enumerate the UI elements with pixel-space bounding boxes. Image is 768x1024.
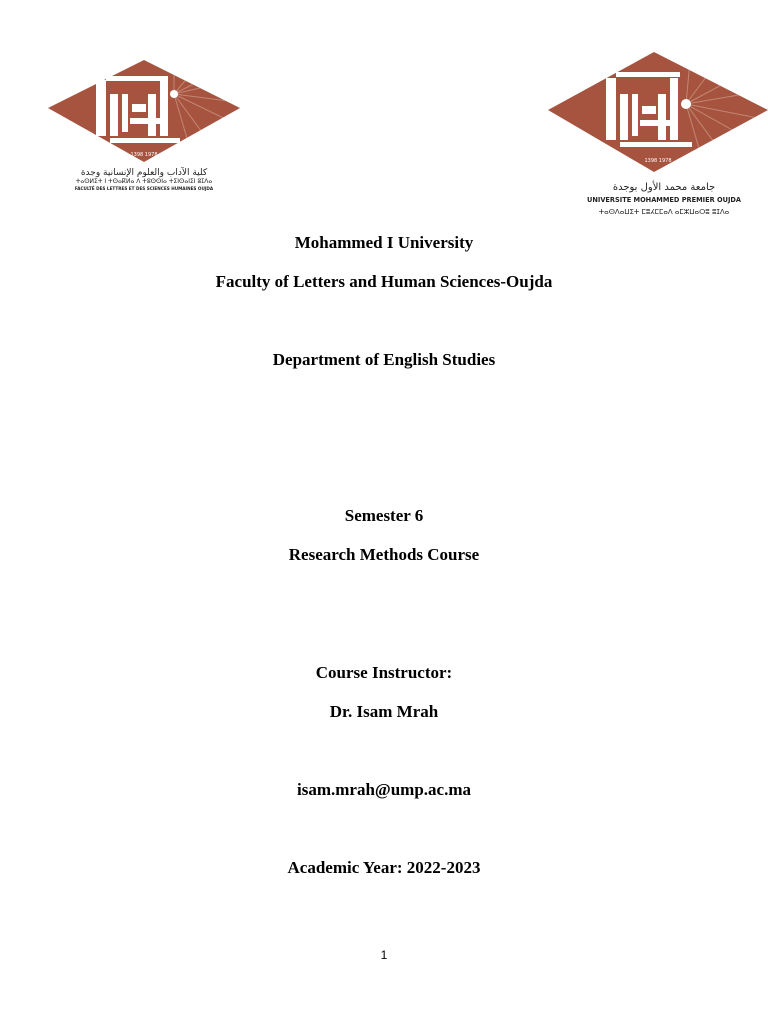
faculty-logo: [44, 58, 244, 194]
university-logo: [546, 50, 768, 220]
faculty-name: Faculty of Letters and Human Sciences-Oujda: [215, 272, 553, 291]
department-name: Department of English Studies: [272, 350, 496, 369]
logo-french-caption: FACULTÉ DES LETTRES ET DES SCIENCES HUMAINES OUJDA: [74, 186, 214, 191]
logo-years: 1398 1978: [644, 158, 672, 164]
course-name: Research Methods Course: [288, 545, 480, 564]
instructor-email: isam.mrah@ump.ac.ma: [296, 780, 471, 799]
university-name: Mohammed I University: [294, 233, 474, 252]
instructor-label: Course Instructor:: [315, 663, 453, 682]
logo-years: 1398 1978: [130, 152, 158, 158]
academic-year: Academic Year: 2022-2023: [287, 858, 481, 877]
logo-tifinagh-caption: ⵜⴰⵙⵍⵉⵜ ⵏ ⵜⵙⴰⴽⵍⴰ ⴷ ⵜⵓⵙⵙⵏⴰ ⵜⵉⵏⵙⴰⵏⵉⵏ ⵓⵊⴷⴰ: [75, 178, 213, 185]
logo-arabic-caption: كلية الآداب والعلوم الإنسانية وجدة: [80, 168, 208, 178]
logo-arabic-caption: جامعة محمد الأول بوجدة: [612, 182, 716, 193]
page-number: 1: [380, 948, 388, 962]
logo-french-caption: UNIVERSITE MOHAMMED PREMIER OUJDA: [587, 196, 741, 204]
instructor-name: Dr. Isam Mrah: [329, 702, 439, 721]
semester: Semester 6: [344, 506, 424, 525]
logo-tifinagh-caption: ⵜⴰⵙⴷⴰⵡⵉⵜ ⵎⵓⵃⵎⵎⴰⴷ ⴰⵎⵣⵡⴰⵔⵓ ⵓⵊⴷⴰ: [598, 208, 730, 216]
